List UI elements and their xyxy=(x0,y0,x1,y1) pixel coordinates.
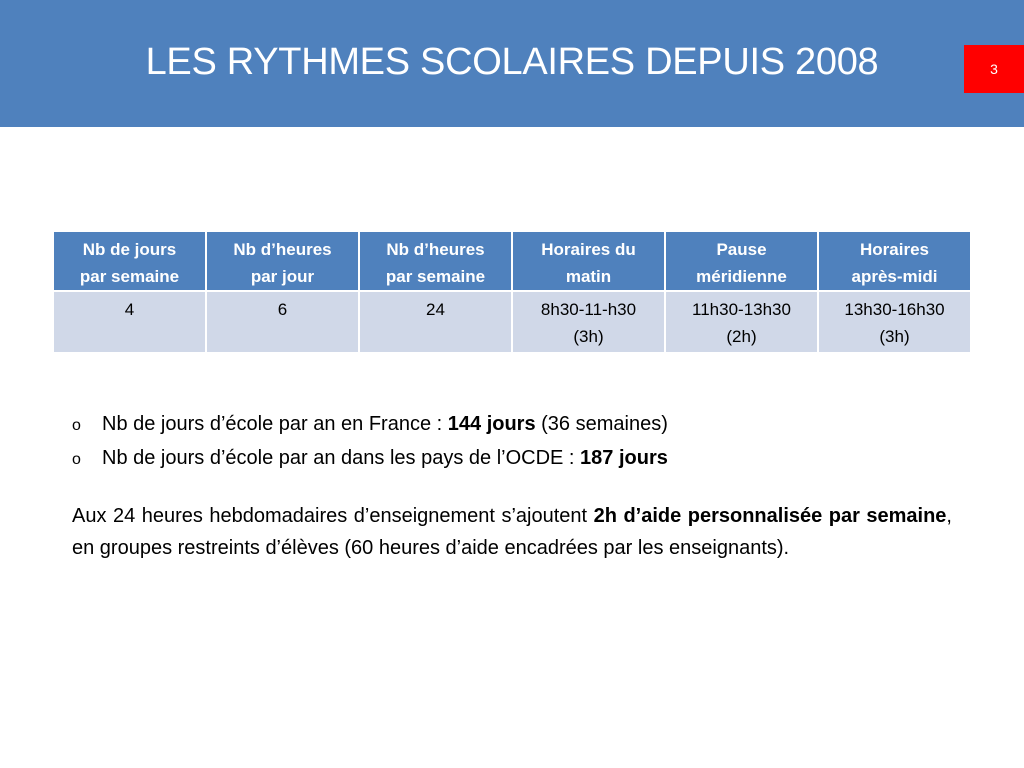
cell-hours-per-day xyxy=(206,291,359,353)
slide-title: LES RYTHMES SCOLAIRES DEPUIS 2008 xyxy=(145,41,879,83)
cell-line: 6 xyxy=(277,300,288,319)
table-row xyxy=(53,291,971,353)
paragraph-start: Aux 24 heures hebdomadaires d’enseignement s’ajoutent xyxy=(72,505,594,527)
cell-line: 13h30-16h30 xyxy=(844,300,945,319)
header-line: après-midi xyxy=(851,267,938,286)
header-line: matin xyxy=(565,267,612,286)
header-lunch-break xyxy=(665,231,818,291)
header-hours-per-day xyxy=(206,231,359,291)
cell-hours-per-week xyxy=(359,291,512,353)
header-line: Nb de jours xyxy=(82,240,177,259)
fact-text: Nb de jours d’école par an dans les pays de l’OCDE : xyxy=(102,447,581,469)
list-item xyxy=(72,442,952,476)
header-hours-per-week xyxy=(359,231,512,291)
header-afternoon-hours xyxy=(818,231,971,291)
cell-line: (3h) xyxy=(879,327,910,346)
list-item xyxy=(72,408,952,442)
header-line: Pause xyxy=(716,240,767,259)
slide-number-badge: 3 xyxy=(964,45,1024,93)
cell-line: (2h) xyxy=(726,327,757,346)
cell-line: 11h30-13h30 xyxy=(692,300,791,319)
cell-line: 4 xyxy=(124,300,135,319)
school-rhythm-table xyxy=(52,230,972,354)
paragraph-highlight: 2h d’aide personnalisée par semaine xyxy=(593,505,947,527)
header-line: Horaires xyxy=(860,240,929,259)
fact-value: 187 jours xyxy=(580,447,668,469)
paragraph-end: , en groupes restreints d’élèves (60 heures d’aide encadrées par les enseignants). xyxy=(72,505,952,559)
fact-value: 144 jours xyxy=(447,413,536,435)
cell-morning-hours xyxy=(512,291,665,353)
cell-line: (3h) xyxy=(573,327,604,346)
facts-list xyxy=(72,408,952,476)
header-days-per-week xyxy=(53,231,206,291)
header-morning-hours xyxy=(512,231,665,291)
cell-lunch-break xyxy=(665,291,818,353)
slide-header xyxy=(0,0,1024,127)
cell-days-per-week xyxy=(53,291,206,353)
cell-line: 8h30-11-h30 xyxy=(540,300,637,319)
cell-line: 24 xyxy=(426,300,445,319)
header-line: par semaine xyxy=(79,267,180,286)
fact-text: Nb de jours d’école par an en France : xyxy=(102,413,448,435)
bullet-circle-icon: o xyxy=(72,451,81,468)
header-line: Horaires du xyxy=(541,240,636,259)
header-line: méridienne xyxy=(696,267,787,286)
header-line: Nb d’heures xyxy=(233,240,332,259)
table-header-row xyxy=(53,231,971,291)
fact-note: (36 semaines) xyxy=(535,413,668,435)
header-line: par jour xyxy=(250,267,315,286)
bullet-circle-icon: o xyxy=(72,417,81,434)
support-paragraph xyxy=(72,500,952,564)
header-line: par semaine xyxy=(385,267,486,286)
cell-afternoon-hours xyxy=(818,291,971,353)
header-line: Nb d’heures xyxy=(386,240,485,259)
